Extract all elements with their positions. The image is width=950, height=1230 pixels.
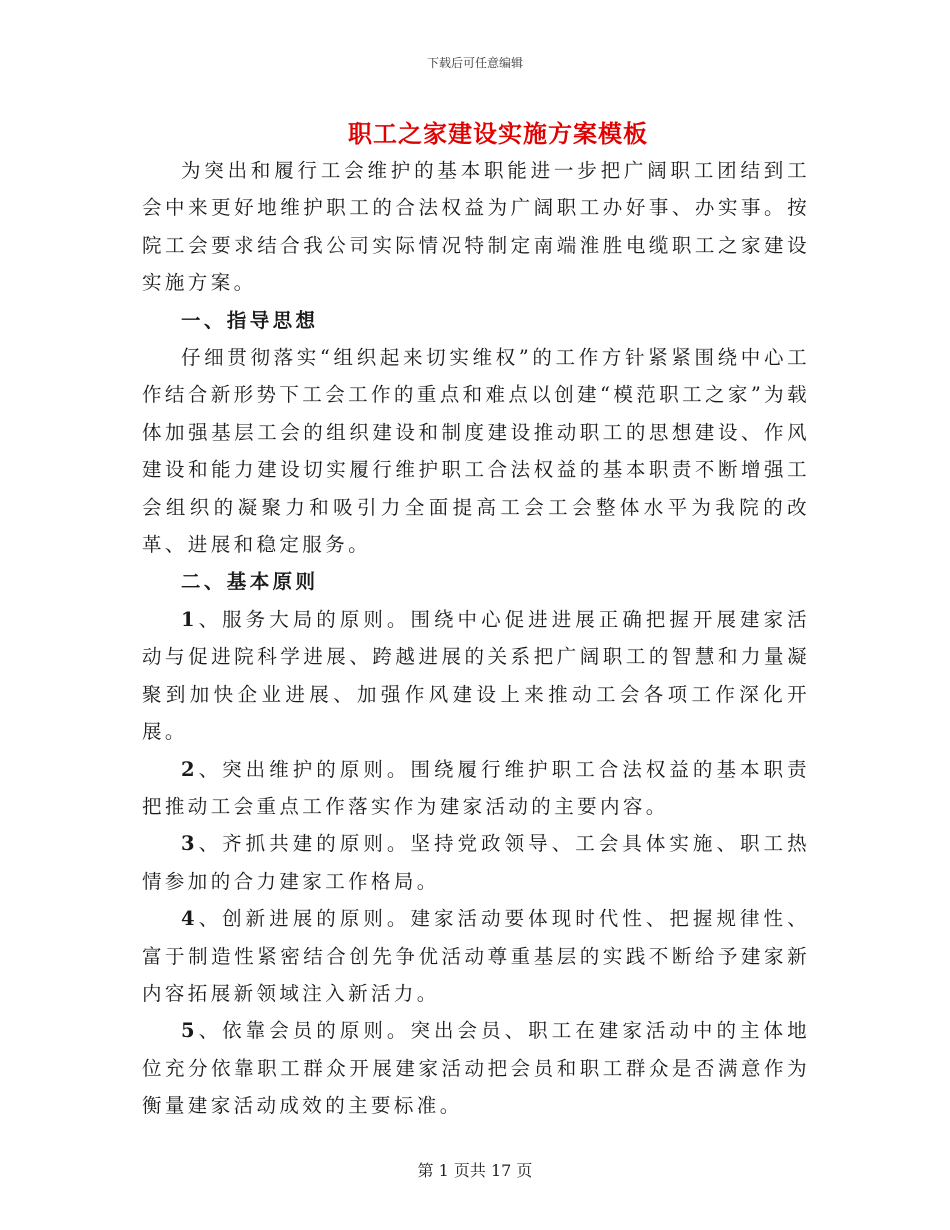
principle-item-1 [142,601,810,751]
principle-number: 5 [181,1019,198,1043]
intro-paragraph: 为突出和履行工会维护的基本职能进一步把广阔职工团结到工会中来更好地维护职工的合法权益为广阔职工办好事、办实事。按院工会要求结合我公司实际情况特制定南端淮胜电缆职工之家建设实施方案。 [142,159,810,295]
document-body [142,152,810,1125]
guiding-thought-paragraph: 仔细贯彻落实“组织起来切实维权”的工作方针紧紧围绕中心工作结合新形势下工会工作的重点和难点以创建“模范职工之家”为载体加强基层工会的组织建设和制度建设推动职工的思想建设、作风建设和能力建设切实履行维护职工合法权益的基本职责不断增强工会组织的凝聚力和吸引力全面提高工会工会整体水平为我院的改革、进展和稳定服务。 [142,346,810,557]
principle-item-4 [142,900,810,1012]
principle-text: 、依靠会员的原则。突出会员、职工在建家活动中的主体地位充分依靠职工群众开展建家活动把会员和职工群众是否满意作为衡量建家活动成效的主要标准。 [142,1019,810,1118]
principle-number: 2 [181,757,198,781]
principle-number: 1 [181,607,198,631]
principle-item-3 [142,825,810,900]
document-title: 职工之家建设实施方案模板 [348,119,648,148]
header-note: 下载后可任意编辑 [426,56,523,70]
principle-number: 4 [181,907,198,931]
principle-text: 、服务大局的原则。围绕中心促进进展正确把握开展建家活动与促进院科学进展、跨越进展的关系把广阔职工的智慧和力量凝聚到加快企业进展、加强作风建设上来推动工会各项工作深化开展。 [142,607,810,744]
principle-text: 、齐抓共建的原则。坚持党政领导、工会具体实施、职工热情参加的合力建家工作格局。 [142,832,810,893]
principle-text: 、创新进展的原则。建家活动要体现时代性、把握规律性、富于制造性紧密结合创先争优活动尊重基层的实践不断给予建家新内容拓展新领域注入新活力。 [142,907,810,1005]
section-heading-basic-principles: 二、基本原则 [181,570,319,594]
principle-item-5 [142,1012,810,1124]
principle-text: 、突出维护的原则。围绕履行维护职工合法权益的基本职责把推动工会重点工作落实作为建家活动的主要内容。 [142,757,810,818]
section-heading-guiding-thought: 一、指导思想 [181,308,319,332]
principle-item-2 [142,751,810,826]
page-number-footer: 第 1 页共 17 页 [417,1161,533,1180]
principle-number: 3 [181,832,198,856]
